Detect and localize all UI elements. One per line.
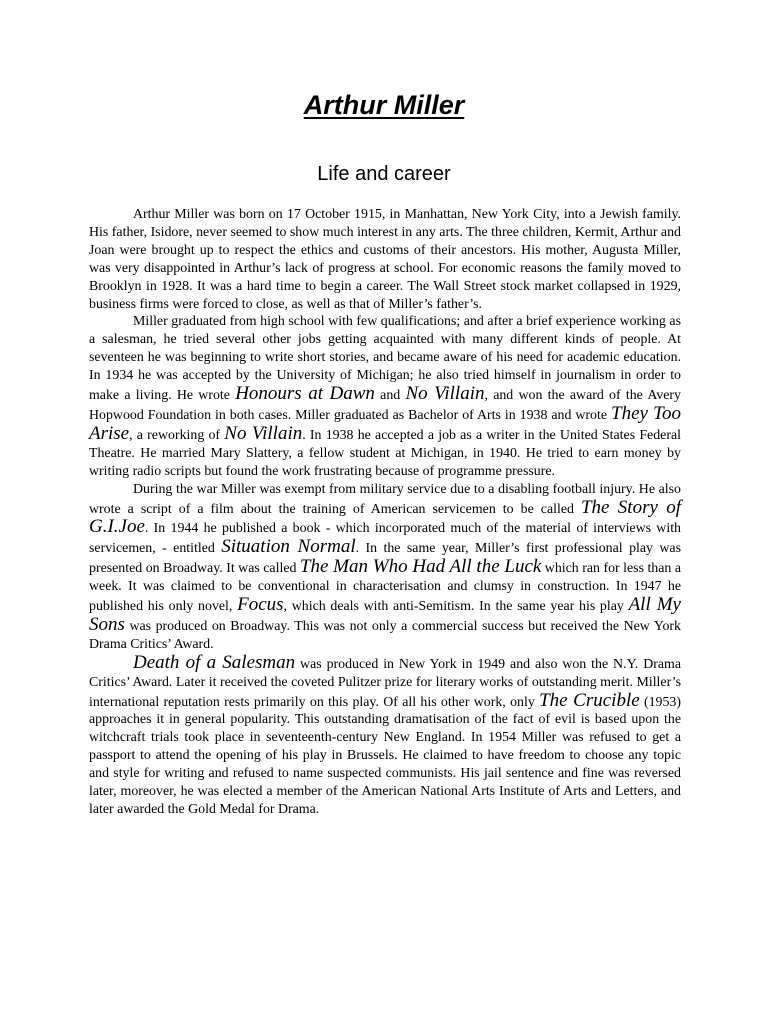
text-segment: , a reworking of: [129, 427, 225, 443]
work-title-all-my-sons: All My Sons: [89, 594, 681, 635]
document-body: [89, 206, 681, 819]
work-title-no-villain: No Villain: [405, 383, 485, 405]
document-title: Arthur Miller: [303, 90, 465, 120]
work-title-death-of-a-salesman: Death of a Salesman: [133, 651, 296, 673]
text-segment: was produced on Broadway. This was not only a commercial success but received the New York Drama Critics’ Award.: [89, 618, 681, 652]
text-segment: , and won the award of the Avery Hopwood Foundation in both cases. Miller graduated as Bachelor of Arts in 1938 and wrote: [89, 388, 681, 423]
text-segment: . In 1938 he accepted a job as a writer in the United States Federal Theatre. He married Mary Slattery, a fellow student at Michigan, in 1940. He tried to earn money by writing radio scripts but found the work frustrating because of programme pressure.: [89, 427, 681, 479]
paragraph-war-years: [89, 481, 681, 654]
work-title-no-villain: No Villain: [224, 422, 303, 444]
text-segment: During the war Miller was exempt from military service due to a disabling football injury. He also wrote a script of a film about the training of American servicemen to be called: [89, 481, 681, 517]
text-segment: (1953) approaches it in general popularity. This outstanding dramatisation of the fact of evil is based upon the witchcraft trials took place in seventeenth-century New England. In 1954 Miller was refused to get a passport to attend the opening of his play in Brussels. He claimed to have freedom to choose any topic and style for writing and refused to name suspected communists. His jail sentence and fine was reversed later, moreover, he was elected a member of the American National Arts Institute of Arts and Letters, and later awarded the Gold Medal for Drama.: [89, 694, 681, 817]
text-segment: , which deals with anti-Semitism. In the same year his play: [283, 599, 629, 615]
paragraph-education: [89, 313, 681, 480]
text-segment: and: [374, 388, 406, 404]
paragraph-later-career: [89, 651, 681, 819]
work-title-story-of-gi-joe: The Story of G.I.Joe: [89, 496, 681, 538]
text-segment: Miller graduated from high school with few qualifications; and after a brief experience working as a salesman, he tried several other jobs getting acquainted with many different kinds of people. At seventeen he was beginning to write short stories, and became aware of his need for academic education. In 1934 he was accepted by the University of Michigan; he also tried himself in journalism in order to make a living. He wrote: [89, 314, 681, 404]
text-segment: . In 1944 he published a book - which incorporated much of the material of interviews with servicemen, - entitled: [89, 521, 681, 557]
paragraph-early-life: [89, 206, 681, 313]
document-subtitle: Life and career: [317, 163, 451, 185]
work-title-honours-at-dawn: Honours at Dawn: [235, 383, 375, 405]
work-title-man-who-had-all-the-luck: The Man Who Had All the Luck: [299, 556, 542, 578]
text-segment: which ran for less than a week. It was claimed to be conventional in characterisation and clumsy in construction. In 1947 he published his only novel,: [89, 561, 682, 615]
work-title-focus: Focus: [237, 594, 284, 616]
text-segment: Arthur Miller was born on 17 October 1915, in Manhattan, New York City, into a Jewish family. His father, Isidore, never seemed to show much interest in any arts. The three children, Kermit, Arthur and Joan were brought up to respect the ethics and customs of their ancestors. His mother, Augusta Miller, was very disappointed in Arthur’s lack of progress at school. For economic reasons the family moved to Brooklyn in 1928. It was a hard time to begin a career. The Wall Street stock market collapsed in 1929, business firms were forced to close, as well as that of Miller’s father’s.: [89, 207, 681, 312]
work-title-situation-normal: Situation Normal: [221, 536, 356, 558]
text-segment: was produced in New York in 1949 and also won the N.Y. Drama Critics’ Award. Later it received the coveted Pulitzer prize for literary works of outstanding merit. Miller’s international reputation rests primarily on this play. Of all his other work, only: [89, 656, 681, 710]
text-segment: . In the same year, Miller’s first professional play was presented on Broadway. It was called: [89, 541, 681, 577]
work-title-they-too-arise: They Too Arise: [89, 402, 681, 444]
work-title-the-crucible: The Crucible: [539, 689, 640, 711]
